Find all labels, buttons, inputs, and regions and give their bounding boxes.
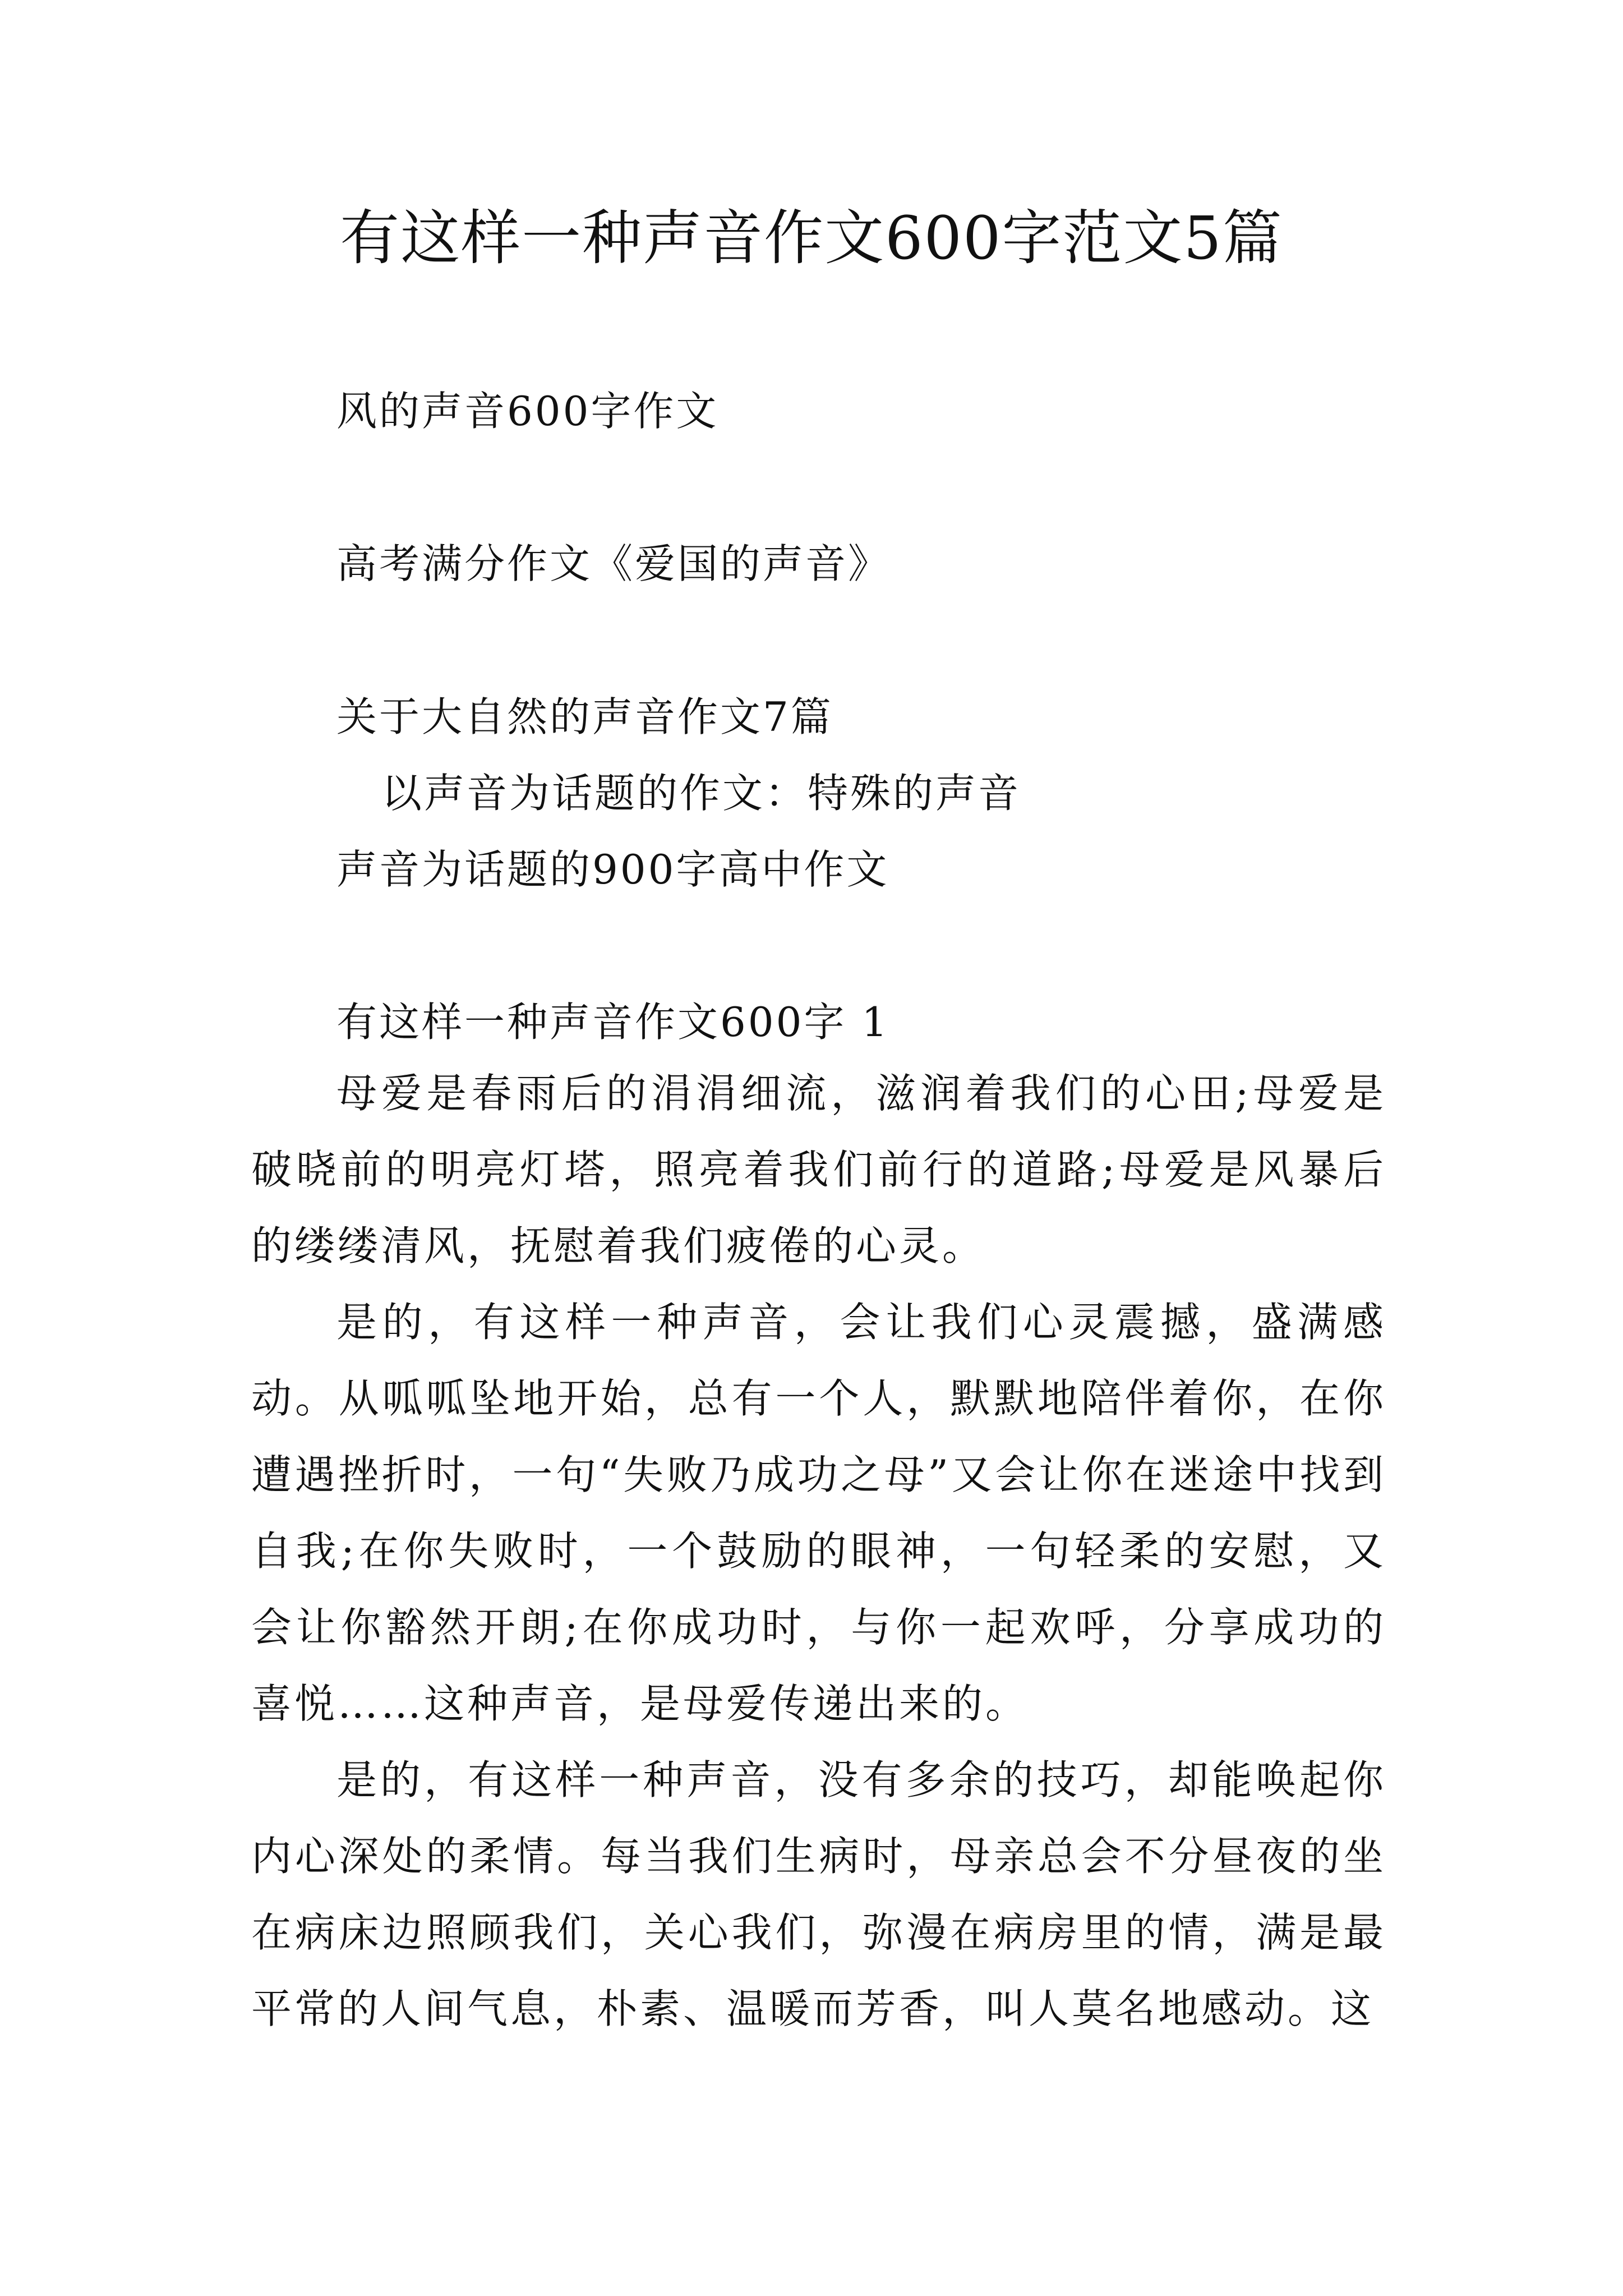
toc-item-4: 以声音为话题的作文：特殊的声音	[381, 770, 1021, 817]
essay-body	[251, 1055, 1386, 2047]
paragraph: 是的，有这样一种声音，会让我们心灵震撼，盛满感动。从呱呱坠地开始，总有一个人，默默地陪伴着你，在你遭遇挫折时，一句“失败乃成功之母”又会让你在迷途中找到自我;在你失败时，一个鼓励的眼神，一句轻柔的安慰，又会让你豁然开朗;在你成功时，与你一起欢呼，分享成功的喜悦……这种声音，是母爱传递出来的。	[251, 1299, 1386, 1727]
toc-item-3: 关于大自然的声音作文7篇	[336, 693, 833, 740]
toc-item-5: 声音为话题的900字高中作文	[336, 846, 889, 893]
toc-item-1: 风的声音600字作文	[336, 388, 719, 435]
paragraph: 是的，有这样一种声音，没有多余的技巧，却能唤起你内心深处的柔情。每当我们生病时，母亲总会不分昼夜的坐在病床边照顾我们，关心我们，弥漫在病房里的情，满是最平常的人间气息，朴素、温暖而芳香，叫人莫名地感动。这	[251, 1756, 1386, 2032]
section-heading: 有这样一种声音作文600字 1	[336, 999, 890, 1046]
toc-item-2: 高考满分作文《爱国的声音》	[336, 540, 891, 587]
document-title: 有这样一种声音作文600字范文5篇	[340, 204, 1283, 273]
paragraph: 母爱是春雨后的涓涓细流，滋润着我们的心田;母爱是破晓前的明亮灯塔，照亮着我们前行的道路;母爱是风暴后的缕缕清风，抚慰着我们疲倦的心灵。	[251, 1070, 1386, 1269]
